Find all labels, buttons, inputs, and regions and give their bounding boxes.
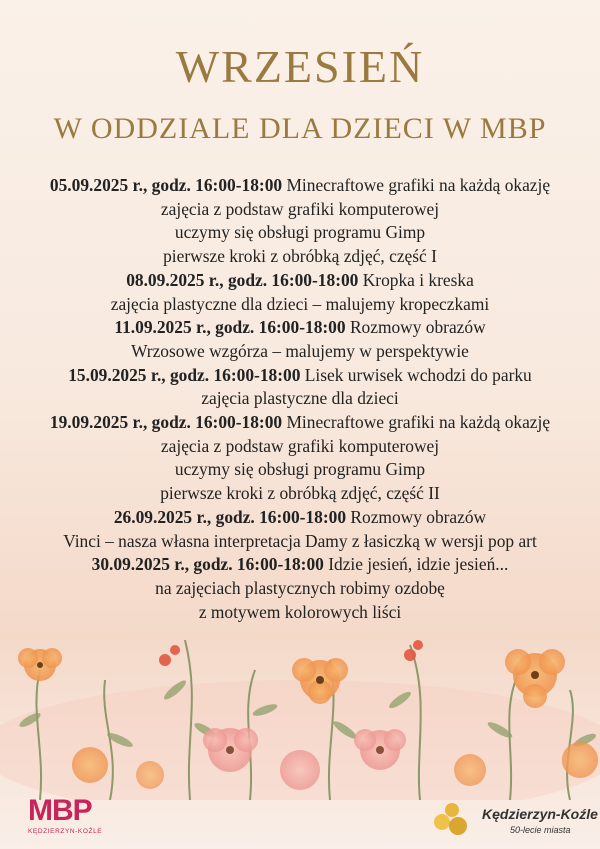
event-title: Minecraftowe grafiki na każdą okazję	[286, 175, 551, 195]
coins-icon	[430, 800, 474, 840]
event-detail: z motywem kolorowych liści	[198, 601, 402, 622]
event-detail: uczymy się obsługi programu Gimp	[174, 459, 426, 480]
event-title: Rozmowy obrazów	[350, 506, 487, 527]
event-header	[0, 506, 600, 530]
mbp-logo	[28, 796, 124, 842]
event-date: 30.09.2025 r., godz. 16:00-18:00	[91, 554, 324, 575]
event-title: Lisek urwisek wchodzi do parku	[304, 364, 532, 385]
mbp-logo-subtitle: KĘDZIERZYN-KOŹLE	[28, 828, 103, 835]
event-detail: pierwsze kroki z obróbką zdjęć, część II	[160, 483, 440, 504]
page-title: WRZESIEŃ	[175, 41, 425, 92]
pink-flower	[159, 640, 423, 666]
event-header	[0, 174, 600, 198]
orange-flower	[18, 648, 62, 681]
event-title: Rozmowy obrazów	[349, 317, 486, 338]
event-date: 15.09.2025 r., godz. 16:00-18:00	[68, 364, 301, 385]
event-detail: pierwsze kroki z obróbką zdjęć, część I	[163, 246, 437, 267]
flowers-illustration	[0, 600, 600, 800]
event-date: 08.09.2025 r., godz. 16:00-18:00	[126, 269, 359, 290]
city-anniversary: 50-lecie miasta	[510, 825, 571, 835]
city-name: Kędzierzyn-Koźle	[482, 806, 598, 822]
page-subtitle: W ODDZIALE DLA DZIECI W MBP	[53, 112, 547, 145]
event-detail: na zajęciach plastycznych robimy ozdobę	[155, 577, 445, 598]
city-logo	[430, 800, 598, 842]
event-detail: zajęcia z podstaw grafiki komputerowej	[160, 198, 440, 219]
event-date: 26.09.2025 r., godz. 16:00-18:00	[113, 506, 347, 527]
mbp-logo-text: MBP	[28, 794, 92, 827]
event-header	[0, 553, 600, 577]
event-header	[0, 269, 600, 293]
event-list	[0, 174, 600, 624]
event-header	[0, 316, 600, 340]
event-title: Kropka i kreska	[362, 269, 474, 290]
event-date: 19.09.2025 r., godz. 16:00-18:00	[49, 412, 283, 433]
event-header	[0, 364, 600, 388]
event-title: Idzie jesień, idzie jesień...	[328, 554, 509, 575]
event-date: 05.09.2025 r., godz. 16:00-18:00	[49, 175, 283, 195]
event-header	[0, 411, 600, 435]
event-detail: Wrzosowe wzgórza – malujemy w perspektywie	[131, 340, 469, 361]
event-date: 11.09.2025 r., godz. 16:00-18:00	[114, 317, 346, 338]
event-detail: zajęcia plastyczne dla dzieci – malujemy kropeczkami	[110, 293, 490, 314]
event-detail: zajęcia z podstaw grafiki komputerowej	[160, 435, 440, 456]
event-title: Minecraftowe grafiki na każdą okazję	[286, 412, 551, 433]
event-detail: Vinci – nasza własna interpretacja Damy z łasiczką w wersji pop art	[63, 530, 537, 551]
event-detail: uczymy się obsługi programu Gimp	[174, 222, 426, 243]
event-detail: zajęcia plastyczne dla dzieci	[201, 388, 399, 409]
